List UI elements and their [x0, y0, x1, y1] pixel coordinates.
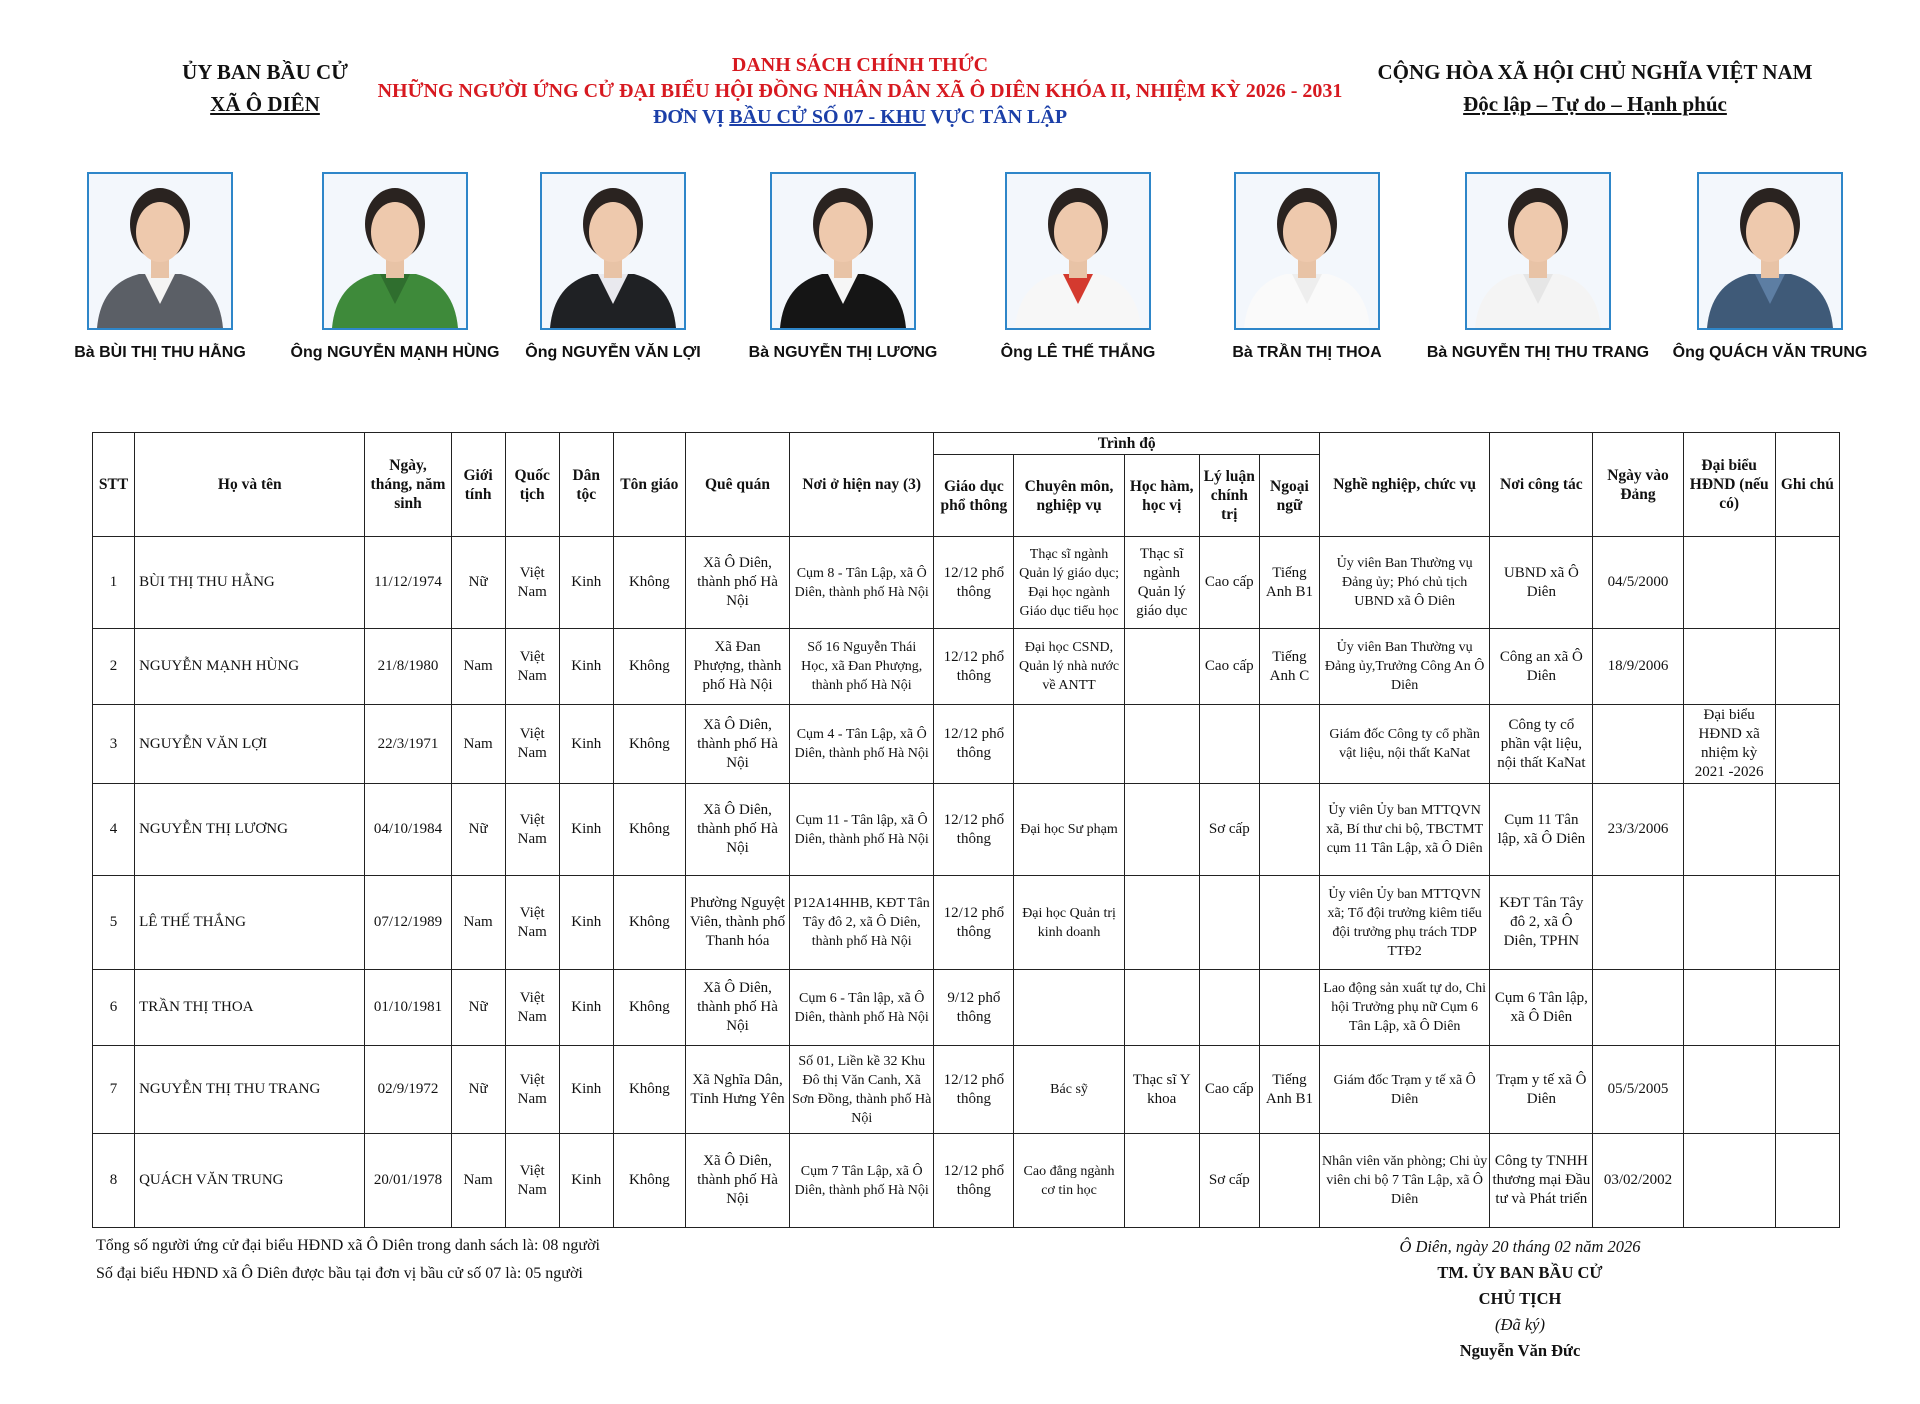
- cell-notes: [1775, 1046, 1839, 1134]
- header-workplace: Nơi công tác: [1490, 433, 1593, 537]
- cell-name: NGUYỄN THỊ THU TRANG: [135, 1046, 365, 1134]
- commune-name: XÃ Ô DIÊN: [210, 92, 320, 116]
- cell-party-date: 03/02/2002: [1593, 1134, 1683, 1228]
- cell-dob: 21/8/1980: [365, 629, 451, 705]
- candidate-photo: [322, 172, 468, 330]
- cell-nationality: Việt Nam: [505, 784, 559, 876]
- header-notes: Ghi chú: [1775, 433, 1839, 537]
- cell-language: Tiếng Anh B1: [1259, 537, 1319, 629]
- header-dob: Ngày, tháng, năm sinh: [365, 433, 451, 537]
- signing-date: Ô Diên, ngày 20 tháng 02 năm 2026: [1399, 1237, 1641, 1256]
- cell-notes: [1775, 876, 1839, 970]
- candidate-caption: Bà NGUYỄN THỊ LƯƠNG: [748, 344, 938, 361]
- portrait-icon: [324, 174, 466, 328]
- cell-workplace: UBND xã Ô Diên: [1490, 537, 1593, 629]
- committee-name: ỦY BAN BẦU CỬ: [182, 60, 348, 84]
- cell-nationality: Việt Nam: [505, 705, 559, 784]
- cell-gender: Nam: [451, 876, 505, 970]
- cell-religion: Không: [613, 970, 685, 1046]
- cell-party-date: [1593, 970, 1683, 1046]
- candidate-photo: [1234, 172, 1380, 330]
- candidate-photo: [1697, 172, 1843, 330]
- cell-ethnicity: Kinh: [559, 1134, 613, 1228]
- header-residence: Nơi ở hiện nay (3): [790, 433, 934, 537]
- cell-specialty: [1014, 970, 1124, 1046]
- cell-residence: P12A14HHB, KĐT Tân Tây đô 2, xã Ô Diên, thành phố Hà Nội: [790, 876, 934, 970]
- header-right: [1370, 56, 1820, 120]
- cell-political: Cao cấp: [1199, 629, 1259, 705]
- cell-delegate: [1683, 784, 1775, 876]
- cell-specialty: Cao đẳng ngành cơ tin học: [1014, 1134, 1124, 1228]
- cell-language: [1259, 876, 1319, 970]
- signing-title: CHỦ TỊCH: [1478, 1289, 1562, 1308]
- candidate-photo: [540, 172, 686, 330]
- cell-delegate: [1683, 970, 1775, 1046]
- cell-political: Cao cấp: [1199, 537, 1259, 629]
- cell-party-date: [1593, 705, 1683, 784]
- document-title: DANH SÁCH CHÍNH THỨC: [731, 54, 989, 76]
- cell-religion: Không: [613, 876, 685, 970]
- table-row: [93, 970, 1840, 1046]
- portrait-icon: [89, 174, 231, 328]
- cell-ethnicity: Kinh: [559, 876, 613, 970]
- cell-workplace: Công ty cổ phần vật liệu, nội thất KaNat: [1490, 705, 1593, 784]
- cell-name: LÊ THẾ THẮNG: [135, 876, 365, 970]
- cell-workplace: KĐT Tân Tây đô 2, xã Ô Diên, TPHN: [1490, 876, 1593, 970]
- portrait-icon: [772, 174, 914, 328]
- header-specialty: Chuyên môn, nghiệp vụ: [1014, 455, 1124, 537]
- cell-workplace: Công ty TNHH thương mại Đầu tư và Phát triển: [1490, 1134, 1593, 1228]
- cell-political: [1199, 705, 1259, 784]
- portrait-icon: [1467, 174, 1609, 328]
- cell-language: [1259, 1134, 1319, 1228]
- signed-note: (Đã ký): [1495, 1315, 1545, 1334]
- cell-delegate: [1683, 1134, 1775, 1228]
- cell-general-edu: 12/12 phổ thông: [934, 705, 1014, 784]
- electoral-unit-b: BẦU CỬ SỐ 07 - KHU: [729, 106, 926, 128]
- cell-nationality: Việt Nam: [505, 1134, 559, 1228]
- table-row: [93, 784, 1840, 876]
- cell-name: TRẦN THỊ THOA: [135, 970, 365, 1046]
- candidate-photo: [1465, 172, 1611, 330]
- total-candidates: Tổng số người ứng cử đại biểu HĐND xã Ô Diên trong danh sách là: 08 người: [96, 1237, 600, 1254]
- cell-nationality: Việt Nam: [505, 629, 559, 705]
- table-row: [93, 876, 1840, 970]
- cell-dob: 04/10/1984: [365, 784, 451, 876]
- cell-residence: Cụm 6 - Tân lập, xã Ô Diên, thành phố Hà Nội: [790, 970, 934, 1046]
- header-language: Ngoại ngữ: [1259, 455, 1319, 537]
- cell-language: [1259, 970, 1319, 1046]
- header-party-date: Ngày vào Đảng: [1593, 433, 1683, 537]
- cell-dob: 02/9/1972: [365, 1046, 451, 1134]
- cell-name: BÙI THỊ THU HẰNG: [135, 537, 365, 629]
- table-row: [93, 1134, 1840, 1228]
- cell-academic: Thạc sĩ ngành Quản lý giáo dục: [1124, 537, 1199, 629]
- header-occupation: Nghề nghiệp, chức vụ: [1320, 433, 1490, 537]
- cell-general-edu: 12/12 phổ thông: [934, 784, 1014, 876]
- cell-academic: [1124, 629, 1199, 705]
- cell-gender: Nữ: [451, 1046, 505, 1134]
- cell-delegate: [1683, 1046, 1775, 1134]
- cell-academic: [1124, 876, 1199, 970]
- cell-workplace: Cụm 6 Tân lập, xã Ô Diên: [1490, 970, 1593, 1046]
- cell-stt: 5: [93, 876, 135, 970]
- cell-general-edu: 12/12 phổ thông: [934, 537, 1014, 629]
- cell-delegate: [1683, 876, 1775, 970]
- candidate-card: [1640, 172, 1900, 362]
- header-name: Họ và tên: [135, 433, 365, 537]
- cell-delegate: [1683, 537, 1775, 629]
- signature-block: [1320, 1234, 1720, 1364]
- candidate-caption: Bà NGUYỄN THỊ THU TRANG: [1426, 344, 1650, 361]
- cell-name: NGUYỄN THỊ LƯƠNG: [135, 784, 365, 876]
- cell-party-date: 05/5/2005: [1593, 1046, 1683, 1134]
- candidate-table: [92, 432, 1840, 1228]
- candidate-card: [1177, 172, 1437, 362]
- cell-party-date: [1593, 876, 1683, 970]
- cell-notes: [1775, 784, 1839, 876]
- cell-nationality: Việt Nam: [505, 1046, 559, 1134]
- cell-party-date: 18/9/2006: [1593, 629, 1683, 705]
- candidate-card: [948, 172, 1208, 362]
- cell-occupation: Giám đốc Trạm y tế xã Ô Diên: [1320, 1046, 1490, 1134]
- cell-specialty: Thạc sĩ ngành Quản lý giáo dục; Đại học ngành Giáo dục tiểu học: [1014, 537, 1124, 629]
- cell-political: Sơ cấp: [1199, 1134, 1259, 1228]
- cell-nationality: Việt Nam: [505, 876, 559, 970]
- candidate-photo: [770, 172, 916, 330]
- header-academic: Học hàm, học vị: [1124, 455, 1199, 537]
- cell-hometown: Xã Ô Diên, thành phố Hà Nội: [685, 705, 789, 784]
- header-delegate: Đại biểu HĐND (nếu có): [1683, 433, 1775, 537]
- cell-stt: 4: [93, 784, 135, 876]
- cell-general-edu: 12/12 phổ thông: [934, 876, 1014, 970]
- cell-notes: [1775, 629, 1839, 705]
- cell-residence: Cụm 7 Tân Lập, xã Ô Diên, thành phố Hà Nội: [790, 1134, 934, 1228]
- header-hometown: Quê quán: [685, 433, 789, 537]
- cell-occupation: Ủy viên Ủy ban MTTQVN xã, Bí thư chi bộ, TBCTMT cụm 11 Tân Lập, xã Ô Diên: [1320, 784, 1490, 876]
- cell-name: NGUYỄN VĂN LỢI: [135, 705, 365, 784]
- cell-academic: Thạc sĩ Y khoa: [1124, 1046, 1199, 1134]
- cell-name: QUÁCH VĂN TRUNG: [135, 1134, 365, 1228]
- cell-religion: Không: [613, 537, 685, 629]
- cell-dob: 20/01/1978: [365, 1134, 451, 1228]
- candidate-card: [713, 172, 973, 362]
- cell-hometown: Xã Ô Diên, thành phố Hà Nội: [685, 784, 789, 876]
- cell-workplace: Cụm 11 Tân lập, xã Ô Diên: [1490, 784, 1593, 876]
- portrait-icon: [1236, 174, 1378, 328]
- country-name: CỘNG HÒA XÃ HỘI CHỦ NGHĨA VIỆT NAM: [1377, 60, 1813, 84]
- elected-count: Số đại biểu HĐND xã Ô Diên được bầu tại đơn vị bầu cử số 07 là: 05 người: [96, 1265, 583, 1282]
- cell-dob: 11/12/1974: [365, 537, 451, 629]
- cell-notes: [1775, 970, 1839, 1046]
- cell-religion: Không: [613, 1046, 685, 1134]
- country-motto: Độc lập – Tự do – Hạnh phúc: [1463, 92, 1727, 116]
- cell-residence: Cụm 4 - Tân Lập, xã Ô Diên, thành phố Hà Nội: [790, 705, 934, 784]
- cell-general-edu: 12/12 phổ thông: [934, 629, 1014, 705]
- header-center: [360, 52, 1360, 130]
- cell-ethnicity: Kinh: [559, 629, 613, 705]
- cell-specialty: Đại học Sư phạm: [1014, 784, 1124, 876]
- cell-political: Sơ cấp: [1199, 784, 1259, 876]
- cell-gender: Nữ: [451, 537, 505, 629]
- cell-religion: Không: [613, 784, 685, 876]
- cell-occupation: Lao động sản xuất tự do, Chi hội Trưởng phụ nữ Cụm 6 Tân Lập, xã Ô Diên: [1320, 970, 1490, 1046]
- electoral-unit-c: VỰC TÂN LẬP: [925, 106, 1068, 128]
- cell-party-date: 23/3/2006: [1593, 784, 1683, 876]
- cell-language: [1259, 705, 1319, 784]
- cell-ethnicity: Kinh: [559, 537, 613, 629]
- signer-name: Nguyễn Văn Đức: [1459, 1341, 1581, 1360]
- cell-dob: 07/12/1989: [365, 876, 451, 970]
- cell-stt: 7: [93, 1046, 135, 1134]
- cell-general-edu: 9/12 phổ thông: [934, 970, 1014, 1046]
- candidate-photos: [60, 172, 1880, 412]
- cell-political: Cao cấp: [1199, 1046, 1259, 1134]
- signing-org: TM. ỦY BAN BẦU CỬ: [1437, 1263, 1603, 1282]
- cell-specialty: Đại học CSND, Quản lý nhà nước về ANTT: [1014, 629, 1124, 705]
- table-row: [93, 537, 1840, 629]
- cell-occupation: Nhân viên văn phòng; Chi ủy viên chi bộ 7 Tân Lập, xã Ô Diên: [1320, 1134, 1490, 1228]
- candidate-card: [483, 172, 743, 362]
- cell-dob: 22/3/1971: [365, 705, 451, 784]
- cell-language: [1259, 784, 1319, 876]
- cell-residence: Cụm 11 - Tân lập, xã Ô Diên, thành phố Hà Nội: [790, 784, 934, 876]
- cell-ethnicity: Kinh: [559, 705, 613, 784]
- candidate-caption: Ông NGUYỄN MẠNH HÙNG: [290, 344, 500, 361]
- cell-academic: [1124, 705, 1199, 784]
- candidate-photo: [1005, 172, 1151, 330]
- electoral-unit: [360, 104, 1360, 130]
- portrait-icon: [542, 174, 684, 328]
- portrait-icon: [1699, 174, 1841, 328]
- cell-stt: 2: [93, 629, 135, 705]
- cell-specialty: Bác sỹ: [1014, 1046, 1124, 1134]
- cell-workplace: Công an xã Ô Diên: [1490, 629, 1593, 705]
- cell-general-edu: 12/12 phổ thông: [934, 1134, 1014, 1228]
- cell-name: NGUYỄN MẠNH HÙNG: [135, 629, 365, 705]
- cell-gender: Nam: [451, 705, 505, 784]
- candidate-caption: Bà BÙI THỊ THU HẰNG: [74, 344, 246, 361]
- cell-nationality: Việt Nam: [505, 970, 559, 1046]
- cell-ethnicity: Kinh: [559, 1046, 613, 1134]
- cell-political: [1199, 970, 1259, 1046]
- candidate-card: [1408, 172, 1668, 362]
- cell-specialty: Đại học Quản trị kinh doanh: [1014, 876, 1124, 970]
- cell-delegate: [1683, 629, 1775, 705]
- cell-gender: Nam: [451, 1134, 505, 1228]
- candidate-photo: [87, 172, 233, 330]
- electoral-unit-a: ĐƠN VỊ: [652, 106, 730, 128]
- cell-hometown: Xã Ô Diên, thành phố Hà Nội: [685, 970, 789, 1046]
- candidate-caption: Ông QUÁCH VĂN TRUNG: [1672, 344, 1868, 361]
- cell-notes: [1775, 1134, 1839, 1228]
- cell-notes: [1775, 705, 1839, 784]
- footer-notes: [96, 1232, 600, 1288]
- cell-general-edu: 12/12 phổ thông: [934, 1046, 1014, 1134]
- candidate-caption: Ông NGUYỄN VĂN LỢI: [525, 344, 701, 361]
- table-row: [93, 629, 1840, 705]
- cell-hometown: Phường Nguyệt Viên, thành phố Thanh hóa: [685, 876, 789, 970]
- header-political: Lý luận chính trị: [1199, 455, 1259, 537]
- cell-occupation: Giám đốc Công ty cổ phần vật liệu, nội thất KaNat: [1320, 705, 1490, 784]
- cell-hometown: Xã Ô Diên, thành phố Hà Nội: [685, 537, 789, 629]
- cell-stt: 8: [93, 1134, 135, 1228]
- cell-occupation: Ủy viên Ban Thường vụ Đảng ủy; Phó chủ tịch UBND xã Ô Diên: [1320, 537, 1490, 629]
- cell-residence: Cụm 8 - Tân Lập, xã Ô Diên, thành phố Hà Nội: [790, 537, 934, 629]
- table-row: [93, 1046, 1840, 1134]
- portrait-icon: [1007, 174, 1149, 328]
- header-general-edu: Giáo dục phổ thông: [934, 455, 1014, 537]
- cell-notes: [1775, 537, 1839, 629]
- cell-political: [1199, 876, 1259, 970]
- cell-religion: Không: [613, 629, 685, 705]
- cell-workplace: Trạm y tế xã Ô Diên: [1490, 1046, 1593, 1134]
- header-ethnicity: Dân tộc: [559, 433, 613, 537]
- cell-gender: Nữ: [451, 784, 505, 876]
- document-subtitle: NHỮNG NGƯỜI ỨNG CỬ ĐẠI BIỂU HỘI ĐỒNG NHÂN DÂN XÃ Ô DIÊN KHÓA II, NHIỆM KỲ 2026 - 2031: [377, 80, 1343, 102]
- header-stt: STT: [93, 433, 135, 537]
- cell-nationality: Việt Nam: [505, 537, 559, 629]
- cell-hometown: Xã Đan Phượng, thành phố Hà Nội: [685, 629, 789, 705]
- cell-academic: [1124, 1134, 1199, 1228]
- header-nationality: Quốc tịch: [505, 433, 559, 537]
- header-education-group: Trình độ: [934, 433, 1320, 455]
- header-religion: Tôn giáo: [613, 433, 685, 537]
- table-row: [93, 705, 1840, 784]
- cell-delegate: Đại biểu HĐND xã nhiệm kỳ 2021 -2026: [1683, 705, 1775, 784]
- cell-hometown: Xã Nghĩa Dân, Tỉnh Hưng Yên: [685, 1046, 789, 1134]
- cell-hometown: Xã Ô Diên, thành phố Hà Nội: [685, 1134, 789, 1228]
- cell-ethnicity: Kinh: [559, 970, 613, 1046]
- cell-occupation: Ủy viên Ủy ban MTTQVN xã; Tổ đội trưởng kiêm tiểu đội trưởng phụ trách TDP TTĐ2: [1320, 876, 1490, 970]
- cell-religion: Không: [613, 1134, 685, 1228]
- candidate-caption: Ông LÊ THẾ THẮNG: [1000, 344, 1156, 361]
- cell-specialty: [1014, 705, 1124, 784]
- cell-academic: [1124, 784, 1199, 876]
- candidate-caption: Bà TRẦN THỊ THOA: [1232, 344, 1382, 361]
- cell-occupation: Ủy viên Ban Thường vụ Đảng ủy,Trưởng Công An Ô Diên: [1320, 629, 1490, 705]
- cell-residence: Số 01, Liền kề 32 Khu Đô thị Văn Canh, Xã Sơn Đồng, thành phố Hà Nội: [790, 1046, 934, 1134]
- cell-dob: 01/10/1981: [365, 970, 451, 1046]
- cell-party-date: 04/5/2000: [1593, 537, 1683, 629]
- header-gender: Giới tính: [451, 433, 505, 537]
- cell-gender: Nam: [451, 629, 505, 705]
- cell-religion: Không: [613, 705, 685, 784]
- cell-language: Tiếng Anh B1: [1259, 1046, 1319, 1134]
- cell-stt: 1: [93, 537, 135, 629]
- cell-academic: [1124, 970, 1199, 1046]
- cell-stt: 6: [93, 970, 135, 1046]
- cell-residence: Số 16 Nguyễn Thái Học, xã Đan Phượng, thành phố Hà Nội: [790, 629, 934, 705]
- cell-stt: 3: [93, 705, 135, 784]
- header-left: [150, 56, 380, 120]
- cell-ethnicity: Kinh: [559, 784, 613, 876]
- candidate-card: [30, 172, 290, 362]
- cell-gender: Nữ: [451, 970, 505, 1046]
- cell-language: Tiếng Anh C: [1259, 629, 1319, 705]
